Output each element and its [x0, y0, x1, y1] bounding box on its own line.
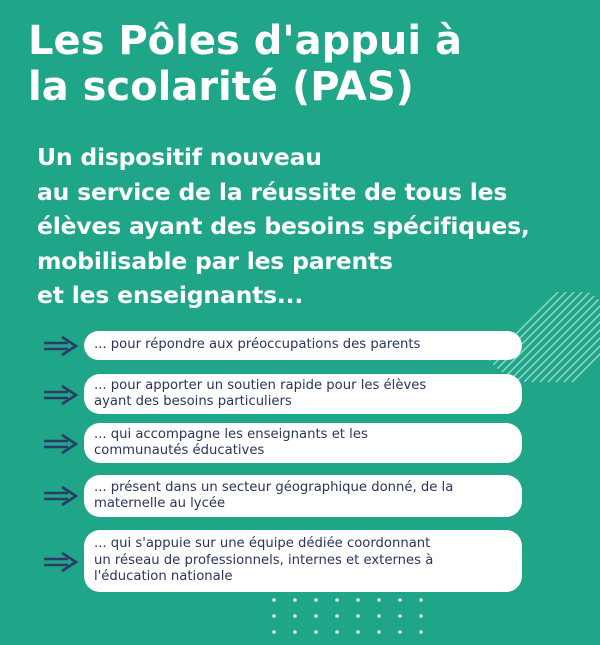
arrow-right-icon — [42, 485, 80, 507]
list-item — [84, 475, 522, 517]
item-5-line-3: l'éducation nationale — [94, 569, 233, 585]
subtitle-line-1: Un dispositif nouveau — [37, 143, 322, 171]
item-3-line-1: ... qui accompagne les enseignants et les — [94, 426, 368, 442]
arrow-right-icon — [42, 335, 80, 357]
list-item — [84, 331, 522, 360]
list-item — [84, 374, 522, 414]
arrow-right-icon — [42, 433, 80, 455]
item-1-line-1: ... pour répondre aux préoccupations des parents — [94, 337, 421, 353]
subtitle-line-3: élèves ayant des besoins spécifiques, — [37, 212, 530, 240]
item-5-line-1: ... qui s'appuie sur une équipe dédiée coordonnant — [94, 536, 431, 552]
dot-grid-decoration — [268, 592, 438, 644]
item-3-line-2: communautés éducatives — [94, 443, 265, 458]
item-4-line-2: maternelle au lycée — [94, 496, 226, 511]
item-2-line-1: ... pour apporter un soutien rapide pour les élèves — [94, 377, 427, 393]
list-item — [84, 423, 522, 463]
arrow-right-icon — [42, 551, 80, 573]
subtitle-line-5: et les enseignants... — [37, 281, 304, 309]
title-line-2: la scolarité (PAS) — [28, 64, 414, 110]
list-item — [84, 530, 522, 592]
item-5-line-2: un réseau de professionnels, internes et externes à — [94, 552, 434, 568]
subtitle-line-4: mobilisable par les parents — [37, 246, 393, 275]
item-2-line-2: ayant des besoins particuliers — [94, 394, 292, 409]
item-4-line-1: ... présent dans un secteur géographique donné, de la — [94, 479, 454, 495]
title-line-1: Les Pôles d'appui à — [28, 18, 462, 64]
subtitle-line-2: au service de la réussite de tous les — [37, 177, 508, 206]
arrow-right-icon — [42, 384, 80, 406]
